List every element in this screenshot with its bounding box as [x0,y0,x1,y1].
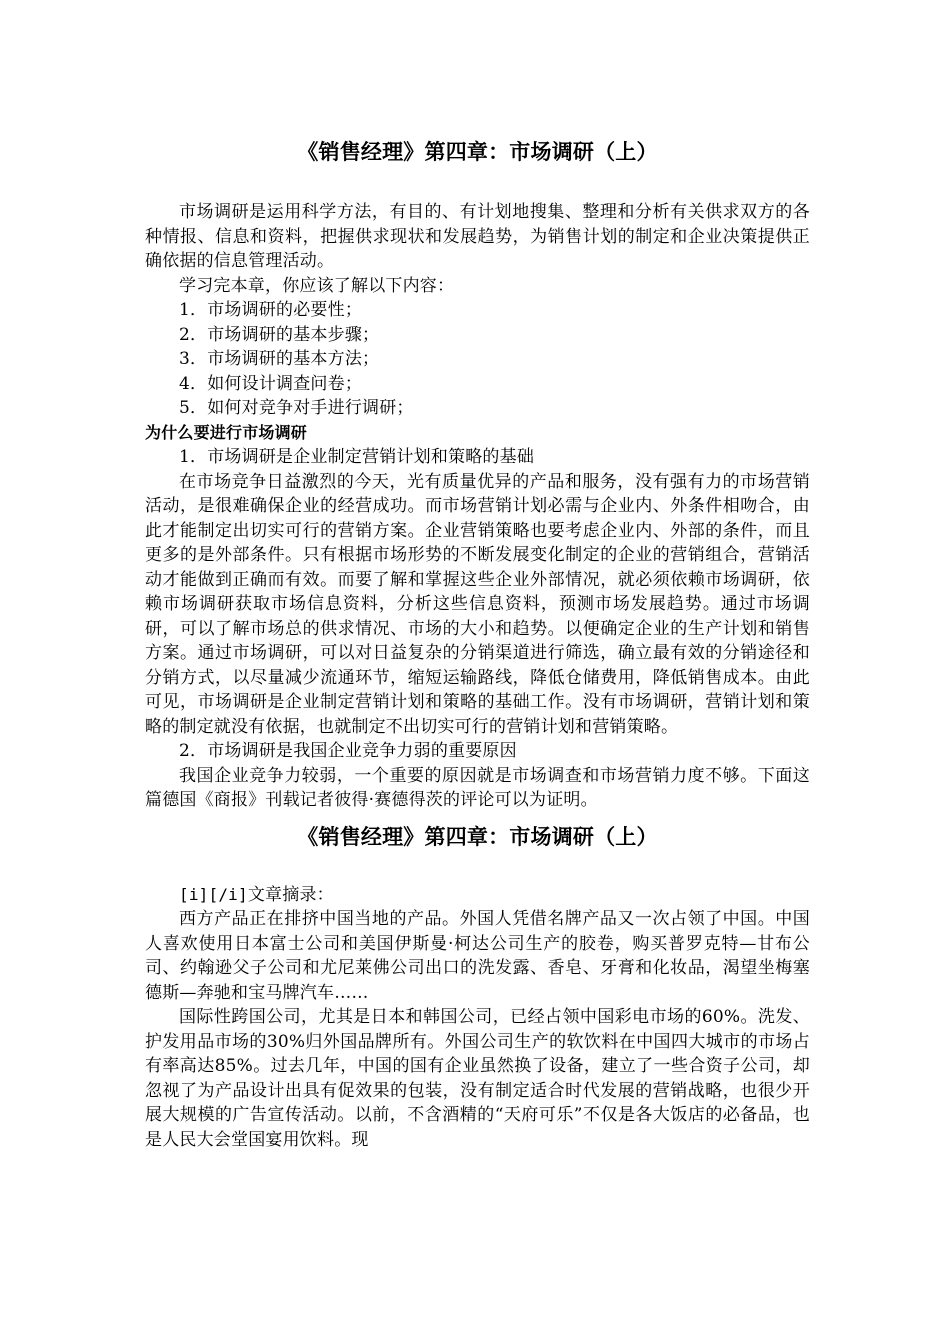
chapter-title: 《销售经理》第四章：市场调研（上） [297,140,658,164]
learn-item: 5．如何对竞争对手进行调研； [179,398,414,418]
learn-item: 2．市场调研的基本步骤； [179,324,380,345]
excerpt-tag: [i][/i] [179,884,248,904]
learn-item: 4．如何设计调查问卷； [179,373,363,394]
intro-paragraph: 市场调研是运用科学方法，有目的、有计划地搜集、整理和分析有关供求双方的各种情报、信息和资料，把握供求现状和发展趋势，为销售计划的制定和企业决策提供正确依据的信息管理活动。 [145,202,810,271]
document-page [145,132,810,1152]
point-2-body: 我国企业竞争力较弱，一个重要的原因就是市场调查和市场营销力度不够。下面这篇德国《商报》刊载记者彼得·赛德得茨的评论可以为证明。 [145,765,810,810]
chapter-title-repeat: 《销售经理》第四章：市场调研（上） [297,824,658,849]
excerpt-paragraph-1: 西方产品正在排挤中国当地的产品。外国人凭借名牌产品又一次占领了中国。中国人喜欢使用日本富士公司和美国伊斯曼·柯达公司生产的胶卷，购买普罗克特—甘布公司、约翰逊父子公司和尤尼莱佛公司出口的洗发露、香皂、牙膏和化妆品，渴望坐梅塞德斯—奔驰和宝马牌汽车…… [145,909,810,1003]
learn-item: 3．市场调研的基本方法； [179,349,380,369]
excerpt-label-line [145,883,810,908]
point-1-title: 1．市场调研是企业制定营销计划和策略的基础 [179,447,535,467]
excerpt-label: 文章摘录： [247,884,334,905]
learn-item: 1．市场调研的必要性； [179,300,363,320]
excerpt-paragraph-2: 国际性跨国公司，尤其是日本和韩国公司，已经占领中国彩电市场的60%。洗发、护发用品市场的30%归外国品牌所有。外国公司生产的软饮料在中国四大城市的市场占有率高达85%。过去几年，中国的国有企业虽然换了设备，建立了一些合资子公司，却忽视了为产品设计出具有促效果的包装，没有制定适合时代发展的营销战略，也很少开展大规模的广告宣传活动。以前，不含酒精的“天府可乐”不仅是各大饭店的必备品，也是人民大会堂国宴用饮料。现 [145,1007,810,1150]
learn-lead: 学习完本章，你应该了解以下内容： [179,275,455,296]
section-heading: 为什么要进行市场调研 [145,422,308,442]
point-1-body: 在市场竞争日益激烈的今天，光有质量优异的产品和服务，没有强有力的市场营销活动，是很难确保企业的经营成功。而市场营销计划必需与企业内、外条件相吻合，由此才能制定出切实可行的营销方案。企业营销策略也要考虑企业内、外部的条件，而且更多的是外部条件。只有根据市场形势的不断发展变化制定的企业的营销组合，营销活动才能做到正确而有效。而要了解和掌握这些企业外部情况，就必须依赖市场调研，依赖市场调研获取市场信息资料，分析这些信息资料，预测市场发展趋势。通过市场调研，可以了解市场总的供求情况、市场的大小和趋势。以便确定企业的生产计划和销售方案。通过市场调研，可以对日益复杂的分销渠道进行筛选，确立最有效的分销途径和分销方式，以尽量减少流通环节，缩短运输路线，降低仓储费用，降低销售成本。由此可见，市场调研是企业制定营销计划和策略的基础工作。没有市场调研，营销计划和策略的制定就没有依据，也就制定不出切实可行的营销计划和营销策略。 [145,471,810,737]
point-2-title: 2．市场调研是我国企业竞争力弱的重要原因 [179,741,517,761]
